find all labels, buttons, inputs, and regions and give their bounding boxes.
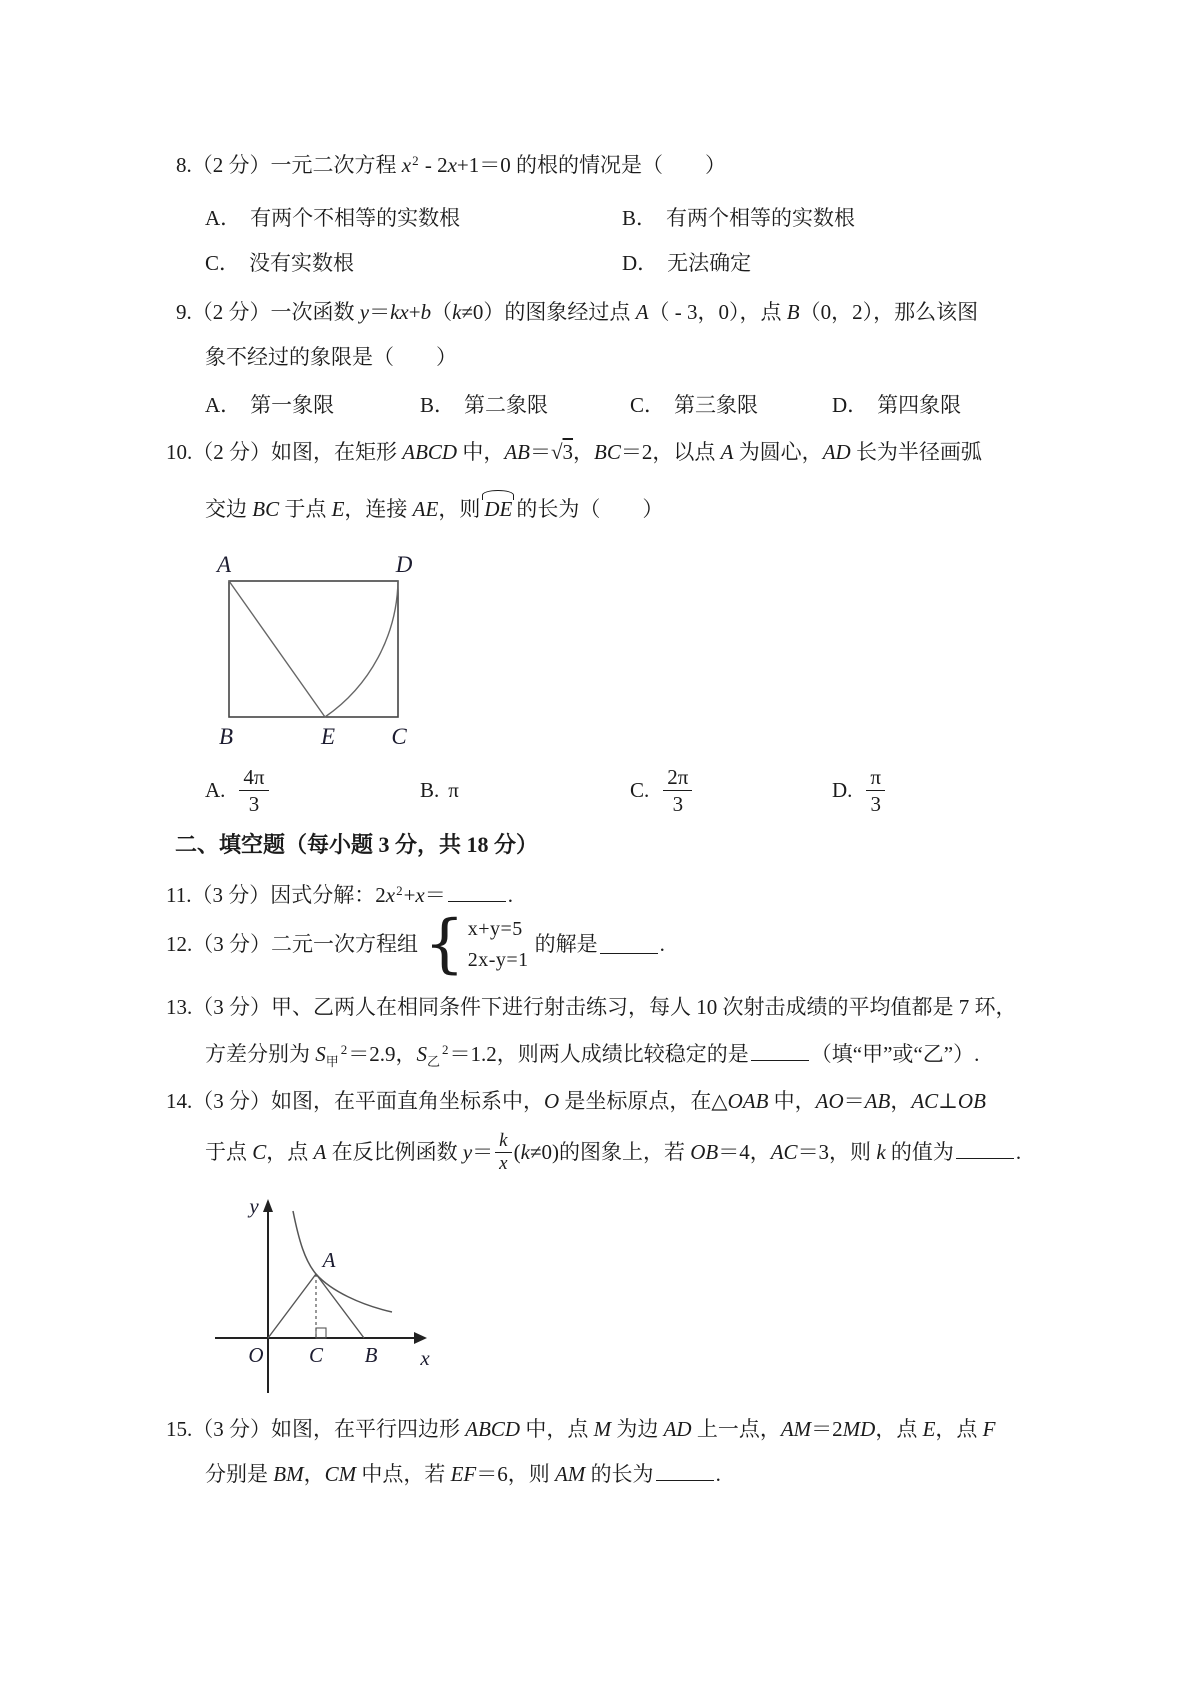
vertex-label-D: D [395, 552, 413, 577]
x-axis-arrow [414, 1332, 427, 1344]
point-label-A: A [322, 1248, 336, 1272]
text-run: ABCD [402, 440, 458, 464]
option-label: B． [622, 206, 658, 230]
text-run: 9.（2 分）一次函数 [176, 300, 360, 324]
text-run: 中点，若 [356, 1462, 451, 1486]
text-run: 11.（3 分）因式分解：2 [166, 883, 386, 907]
option-text: 第一象限 [250, 393, 335, 417]
text-run: 的长为（ ） [516, 497, 664, 521]
text-run: k [876, 1140, 886, 1164]
triangle-side-OA [268, 1274, 316, 1338]
fraction-numerator: k [495, 1130, 511, 1153]
fraction-numerator: 2π [663, 764, 692, 791]
text-run: 乙 [427, 1054, 441, 1069]
text-run: （填“甲”或“乙”）. [810, 1042, 980, 1066]
question-8-option-d [622, 248, 751, 278]
text-run: 的值为 [885, 1140, 954, 1164]
option-text: π [448, 778, 459, 802]
option-label: D． [622, 251, 659, 275]
text-run: x [415, 883, 425, 907]
answer-blank [956, 1139, 1014, 1159]
question-15-line-2 [205, 1459, 721, 1489]
question-9-stem-line-2: 象不经过的象限是（ ） [205, 345, 457, 369]
text-run: ≠0)的图象上，若 [529, 1140, 691, 1164]
question-13-line-1: 13.（3 分）甲、乙两人在相同条件下进行射击练习，每人 10 次射击成绩的平均值都是 7 环， [166, 995, 1017, 1019]
text-run: 中，点 [520, 1417, 594, 1441]
equation-1: x+y=5 [467, 917, 523, 940]
text-run: 14.（3 分）如图，在平面直角坐标系中， [166, 1089, 544, 1113]
text-run: ⊥ [938, 1089, 958, 1113]
option-label: D． [832, 393, 869, 417]
text-run: O [544, 1089, 560, 1113]
text-run: ＝ [369, 300, 391, 324]
text-run: CM [324, 1462, 357, 1486]
question-9-option-a [205, 390, 334, 420]
question-12 [166, 908, 665, 980]
point-label-B: B [364, 1343, 378, 1367]
text-run: ＝3，则 [797, 1140, 877, 1164]
question-12-suffix: 的解是 [534, 932, 598, 956]
text-run: 上一点， [691, 1417, 781, 1441]
text-run: ，则 [438, 497, 481, 521]
text-run: 15.（3 分）如图，在平行四边形 [166, 1417, 466, 1441]
text-run: 是坐标原点，在△ [559, 1089, 728, 1113]
text-run: ＝2.9， [348, 1042, 417, 1066]
fraction-numerator: 4π [239, 764, 268, 791]
text-run: ，连接 [344, 497, 413, 521]
text-run: （ [431, 300, 453, 324]
axis-label-x: x [420, 1346, 430, 1370]
fraction-k-over-x [495, 1130, 511, 1175]
text-run: 在反比例函数 [326, 1140, 463, 1164]
text-run: 甲 [325, 1054, 339, 1069]
text-run: ＝4， [718, 1140, 771, 1164]
question-9-stem-line-1 [176, 297, 978, 327]
text-run: BC [252, 497, 280, 521]
text-run: OB [690, 1140, 719, 1164]
question-14-line-2-prefix [205, 1137, 493, 1167]
text-run: 2 [412, 153, 419, 168]
origin-label-O: O [248, 1343, 264, 1367]
option-text: 第四象限 [877, 393, 962, 417]
section-2-title: 二、填空题（每小题 3 分，共 18 分） [175, 832, 539, 857]
text-run: . [507, 883, 513, 907]
question-8-option-c [205, 248, 354, 278]
text-run: k [452, 300, 462, 324]
option-label: B． [420, 393, 456, 417]
period: . [659, 932, 665, 956]
text-run: AM [554, 1462, 586, 1486]
text-run: M [593, 1417, 612, 1441]
system-brace: { [424, 907, 465, 981]
text-run: ＝2，以点 [620, 440, 721, 464]
text-run: 2 [340, 1042, 348, 1057]
question-10-stem-line-2 [205, 494, 663, 524]
fraction-numerator: π [866, 764, 885, 791]
text-run: + [403, 883, 416, 907]
text-run: BM [273, 1462, 304, 1486]
text-run: AC [911, 1089, 939, 1113]
text-run: B [786, 300, 800, 324]
text-run: ＝2 [811, 1417, 843, 1441]
question-14-line-2 [205, 1124, 1021, 1180]
text-run: 的长为 [585, 1462, 654, 1486]
hyperbola-curve [293, 1211, 392, 1312]
option-label: C. [630, 778, 650, 802]
text-run: AD [663, 1417, 692, 1441]
text-run: ＝6，则 [476, 1462, 555, 1486]
rectangle-ABCD [229, 581, 398, 717]
vertex-label-A: A [216, 552, 232, 577]
option-label: A． [205, 393, 242, 417]
text-run: A [313, 1140, 327, 1164]
fraction-denominator: 3 [672, 791, 684, 816]
text-run: AB [504, 440, 530, 464]
answer-blank [751, 1041, 809, 1061]
question-14-line-2-suffix [514, 1137, 1022, 1167]
text-run: 中， [457, 440, 505, 464]
text-run: ≠0）的图象经过点 [461, 300, 636, 324]
figure-q10-rectangle-diagram [185, 545, 425, 750]
fraction-denominator: 3 [248, 791, 260, 816]
text-run: kx [390, 300, 409, 324]
text-run: C [252, 1140, 267, 1164]
y-axis-arrow [263, 1199, 273, 1212]
text-run: EF [450, 1462, 477, 1486]
axis-label-y: y [249, 1195, 259, 1218]
text-run: F [982, 1417, 996, 1441]
question-14-line-1 [166, 1086, 986, 1116]
vertex-label-B: B [218, 724, 234, 749]
text-run: 交边 [205, 497, 253, 521]
option-text: 第三象限 [674, 393, 759, 417]
text-run: . [1015, 1140, 1022, 1164]
question-10-option-b [420, 754, 459, 826]
text-run: ( [513, 1140, 521, 1164]
text-run: A [635, 300, 649, 324]
option-label: B. [420, 778, 440, 802]
text-run: ， [303, 1462, 325, 1486]
text-run: AB [864, 1089, 891, 1113]
question-9-option-d [832, 390, 961, 420]
equation-2: 2x-y=1 [467, 948, 529, 971]
equation-system [468, 918, 529, 971]
text-run: AE [412, 497, 439, 521]
text-run: A [720, 440, 734, 464]
text-run: ＝1.2，则两人成绩比较稳定的是 [449, 1042, 749, 1066]
text-run: AC [770, 1140, 798, 1164]
arc-DE [325, 581, 398, 717]
vertex-label-C: C [391, 724, 407, 749]
fraction [866, 764, 885, 817]
text-run: x [401, 153, 412, 177]
fraction-denominator: x [499, 1152, 508, 1174]
question-13-line-2 [205, 1039, 979, 1069]
question-8-option-b [622, 203, 855, 233]
figure-q14-coordinate-diagram [195, 1195, 440, 1400]
question-9-option-b [420, 390, 548, 420]
vertex-label-E: E [320, 724, 336, 749]
option-label: A． [205, 206, 242, 230]
option-text: 有两个相等的实数根 [666, 206, 856, 230]
answer-blank [448, 882, 506, 902]
text-run: +1＝0 的根的情况是（ ） [456, 153, 726, 177]
text-run: 8.（2 分）一元二次方程 [176, 153, 402, 177]
question-10-option-d [832, 754, 890, 826]
question-9-option-c [630, 390, 758, 420]
text-run: 为圆心， [733, 440, 823, 464]
option-label: C． [630, 393, 666, 417]
text-run: ，点 [935, 1417, 983, 1441]
question-10-stem-line-1 [166, 437, 982, 467]
text-run: ＝ [424, 883, 446, 907]
text-run: y [359, 300, 370, 324]
text-run: ， [573, 440, 595, 464]
answer-blank [656, 1461, 714, 1481]
option-text: 有两个不相等的实数根 [250, 206, 461, 230]
text-run: + [408, 300, 421, 324]
text-run: ，点 [875, 1417, 923, 1441]
text-run: y [462, 1140, 473, 1164]
text-run: S [416, 1042, 428, 1066]
fraction-denominator: 3 [870, 791, 881, 816]
option-text: 无法确定 [667, 251, 752, 275]
text-run: AM [780, 1417, 812, 1441]
text-run: （ - 3，0），点 [648, 300, 787, 324]
text-run: S [315, 1042, 326, 1066]
question-8-stem [176, 150, 726, 180]
answer-blank [600, 934, 658, 954]
text-run: 中， [768, 1089, 816, 1113]
question-8-option-a [205, 203, 460, 233]
text-run: MD [842, 1417, 876, 1441]
text-run: 分别是 [205, 1462, 274, 1486]
point-label-C: C [308, 1343, 324, 1367]
option-label: C． [205, 251, 241, 275]
text-run: AD [822, 440, 851, 464]
text-run: 于点 [205, 1140, 253, 1164]
fraction [239, 764, 268, 817]
text-run: 2 [442, 1042, 449, 1057]
option-label: D. [832, 778, 853, 802]
question-12-prefix: 12.（3 分）二元一次方程组 [166, 932, 418, 956]
text-run: 2 [396, 883, 403, 898]
text-run: ＝ [843, 1089, 865, 1113]
text-run: x [447, 153, 457, 177]
option-text: 没有实数根 [249, 251, 355, 275]
text-run: 于点 [279, 497, 332, 521]
text-run: 方差分别为 [205, 1042, 316, 1066]
text-run: 3 [562, 440, 574, 464]
text-run: DE [484, 497, 513, 521]
option-label: A. [205, 778, 226, 802]
text-run: k [520, 1140, 530, 1164]
question-15-line-1 [166, 1414, 995, 1444]
text-run: OB [957, 1089, 986, 1113]
text-run: 长为半径画弧 [850, 440, 982, 464]
right-angle-mark [316, 1328, 326, 1338]
text-run: AO [815, 1089, 844, 1113]
text-run: E [922, 1417, 936, 1441]
text-run: OAB [727, 1089, 769, 1113]
text-run: x [385, 883, 396, 907]
text-run: BC [594, 440, 621, 464]
fraction [663, 764, 692, 817]
segment-AE [229, 581, 325, 717]
text-run: 为边 [611, 1417, 664, 1441]
question-10-option-a [205, 754, 274, 826]
text-run: ，点 [266, 1140, 314, 1164]
text-run: ， [890, 1089, 912, 1113]
text-run: ＝ [472, 1140, 494, 1164]
text-run: 10.（2 分）如图，在矩形 [166, 440, 403, 464]
question-11 [166, 880, 513, 910]
text-run: E [331, 497, 345, 521]
option-text: 第二象限 [464, 393, 549, 417]
text-run: （0，2），那么该图 [799, 300, 979, 324]
text-run: b [420, 300, 432, 324]
text-run: ABCD [465, 1417, 521, 1441]
question-10-option-c [630, 754, 697, 826]
text-run: ＝√ [529, 440, 563, 464]
text-run: . [715, 1462, 721, 1486]
text-run: - 2 [419, 153, 448, 177]
